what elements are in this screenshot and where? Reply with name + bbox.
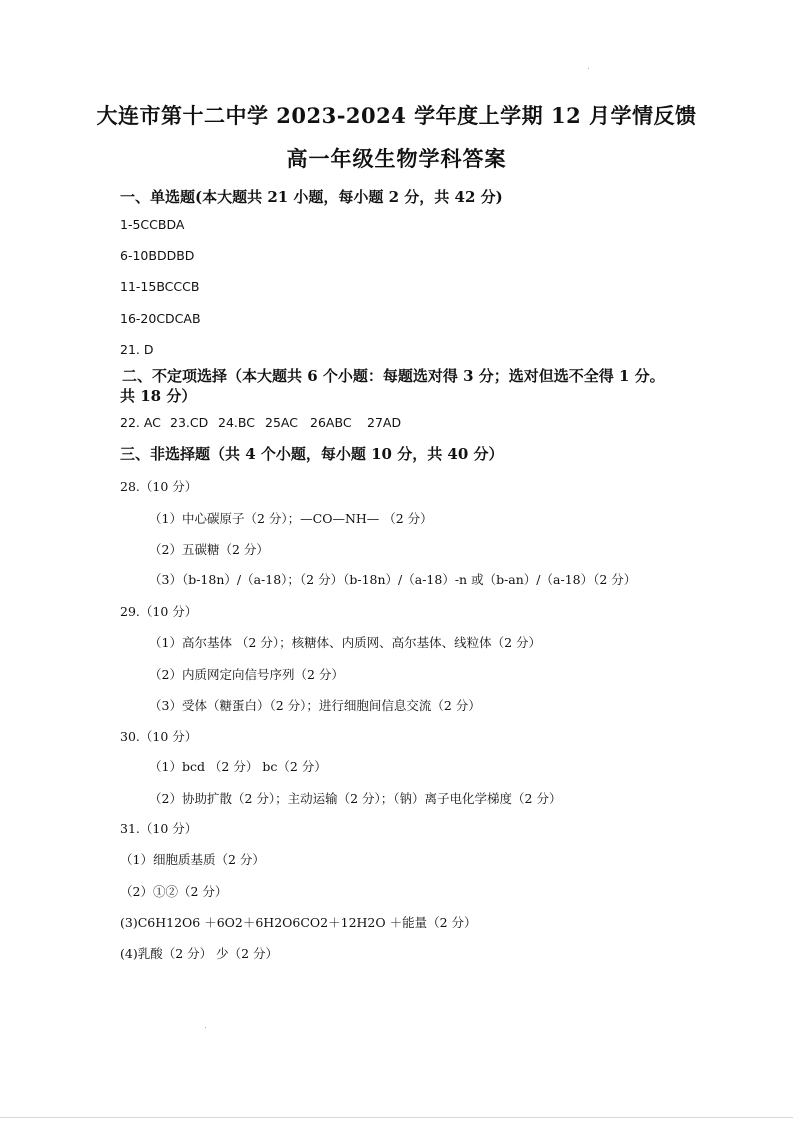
answer-line: （1）高尔基体 （2 分）；核糖体、内质网、高尔基体、线粒体（2 分）	[149, 635, 542, 650]
answer-line: 1-5CCBDA	[120, 217, 185, 232]
page-bottom-edge	[0, 1117, 793, 1118]
scan-speck	[205, 1027, 206, 1028]
answer-line: 16-20CDCAB	[120, 311, 201, 326]
section1-heading: 一、单选题(本大题共 21 小题，每小题 2 分，共 42 分)	[120, 188, 503, 206]
answer-line: (3)C6H12O6 ＋6O2＋6H2O6CO2＋12H2O ＋能量（2 分）	[120, 915, 477, 930]
document-title: 大连市第十二中学 2023-2024 学年度上学期 12 月学情反馈	[96, 103, 697, 128]
answer-line: （1）细胞质基质（2 分）	[120, 852, 265, 867]
section3-heading: 三、非选择题（共 4 个小题，每小题 10 分，共 40 分）	[120, 445, 504, 463]
answer-line: （3）受体（糖蛋白）（2 分）；进行细胞间信息交流（2 分）	[149, 698, 481, 713]
question-label: 30.（10 分）	[120, 729, 198, 744]
answer-line: 21. D	[120, 342, 154, 357]
answer-line: （2）①②（2 分）	[120, 884, 228, 899]
answer-line: 25AC	[265, 415, 298, 430]
answer-line: （2）协助扩散（2 分）；主动运输（2 分）；（钠）离子电化学梯度（2 分）	[149, 791, 562, 806]
answer-line: （1）bcd （2 分） bc（2 分）	[149, 759, 327, 774]
answer-line: 24.BC	[218, 415, 255, 430]
section2-heading-cont: 共 18 分）	[120, 387, 197, 405]
scan-speck	[588, 68, 589, 69]
answer-line: （2）五碳糖（2 分）	[149, 542, 269, 557]
question-label: 29.（10 分）	[120, 604, 198, 619]
answer-line: 27AD	[367, 415, 402, 430]
question-label: 28.（10 分）	[120, 479, 198, 494]
answer-line: （3）（b-18n）/（a-18）；（2 分）（b-18n）/（a-18）-n 或（b-an）/（a-18）（2 分）	[149, 572, 637, 587]
document-subtitle: 高一年级生物学科答案	[286, 146, 507, 171]
answer-line: （2）内质网定向信号序列（2 分）	[149, 667, 344, 682]
question-label: 31.（10 分）	[120, 821, 198, 836]
section2-heading: 二、不定项选择（本大题共 6 个小题：每题选对得 3 分；选对但选不全得 1 分。	[122, 367, 665, 385]
answer-line: 11-15BCCCB	[120, 279, 200, 294]
answer-line: 23.CD	[170, 415, 209, 430]
answer-line: 26ABC	[310, 415, 352, 430]
answer-line: 6-10BDDBD	[120, 248, 195, 263]
answer-line: 22. AC	[120, 415, 161, 430]
answer-line: （1）中心碳原子（2 分）；—CO—NH— （2 分）	[149, 511, 433, 526]
answer-line: (4)乳酸（2 分） 少（2 分）	[120, 946, 279, 961]
